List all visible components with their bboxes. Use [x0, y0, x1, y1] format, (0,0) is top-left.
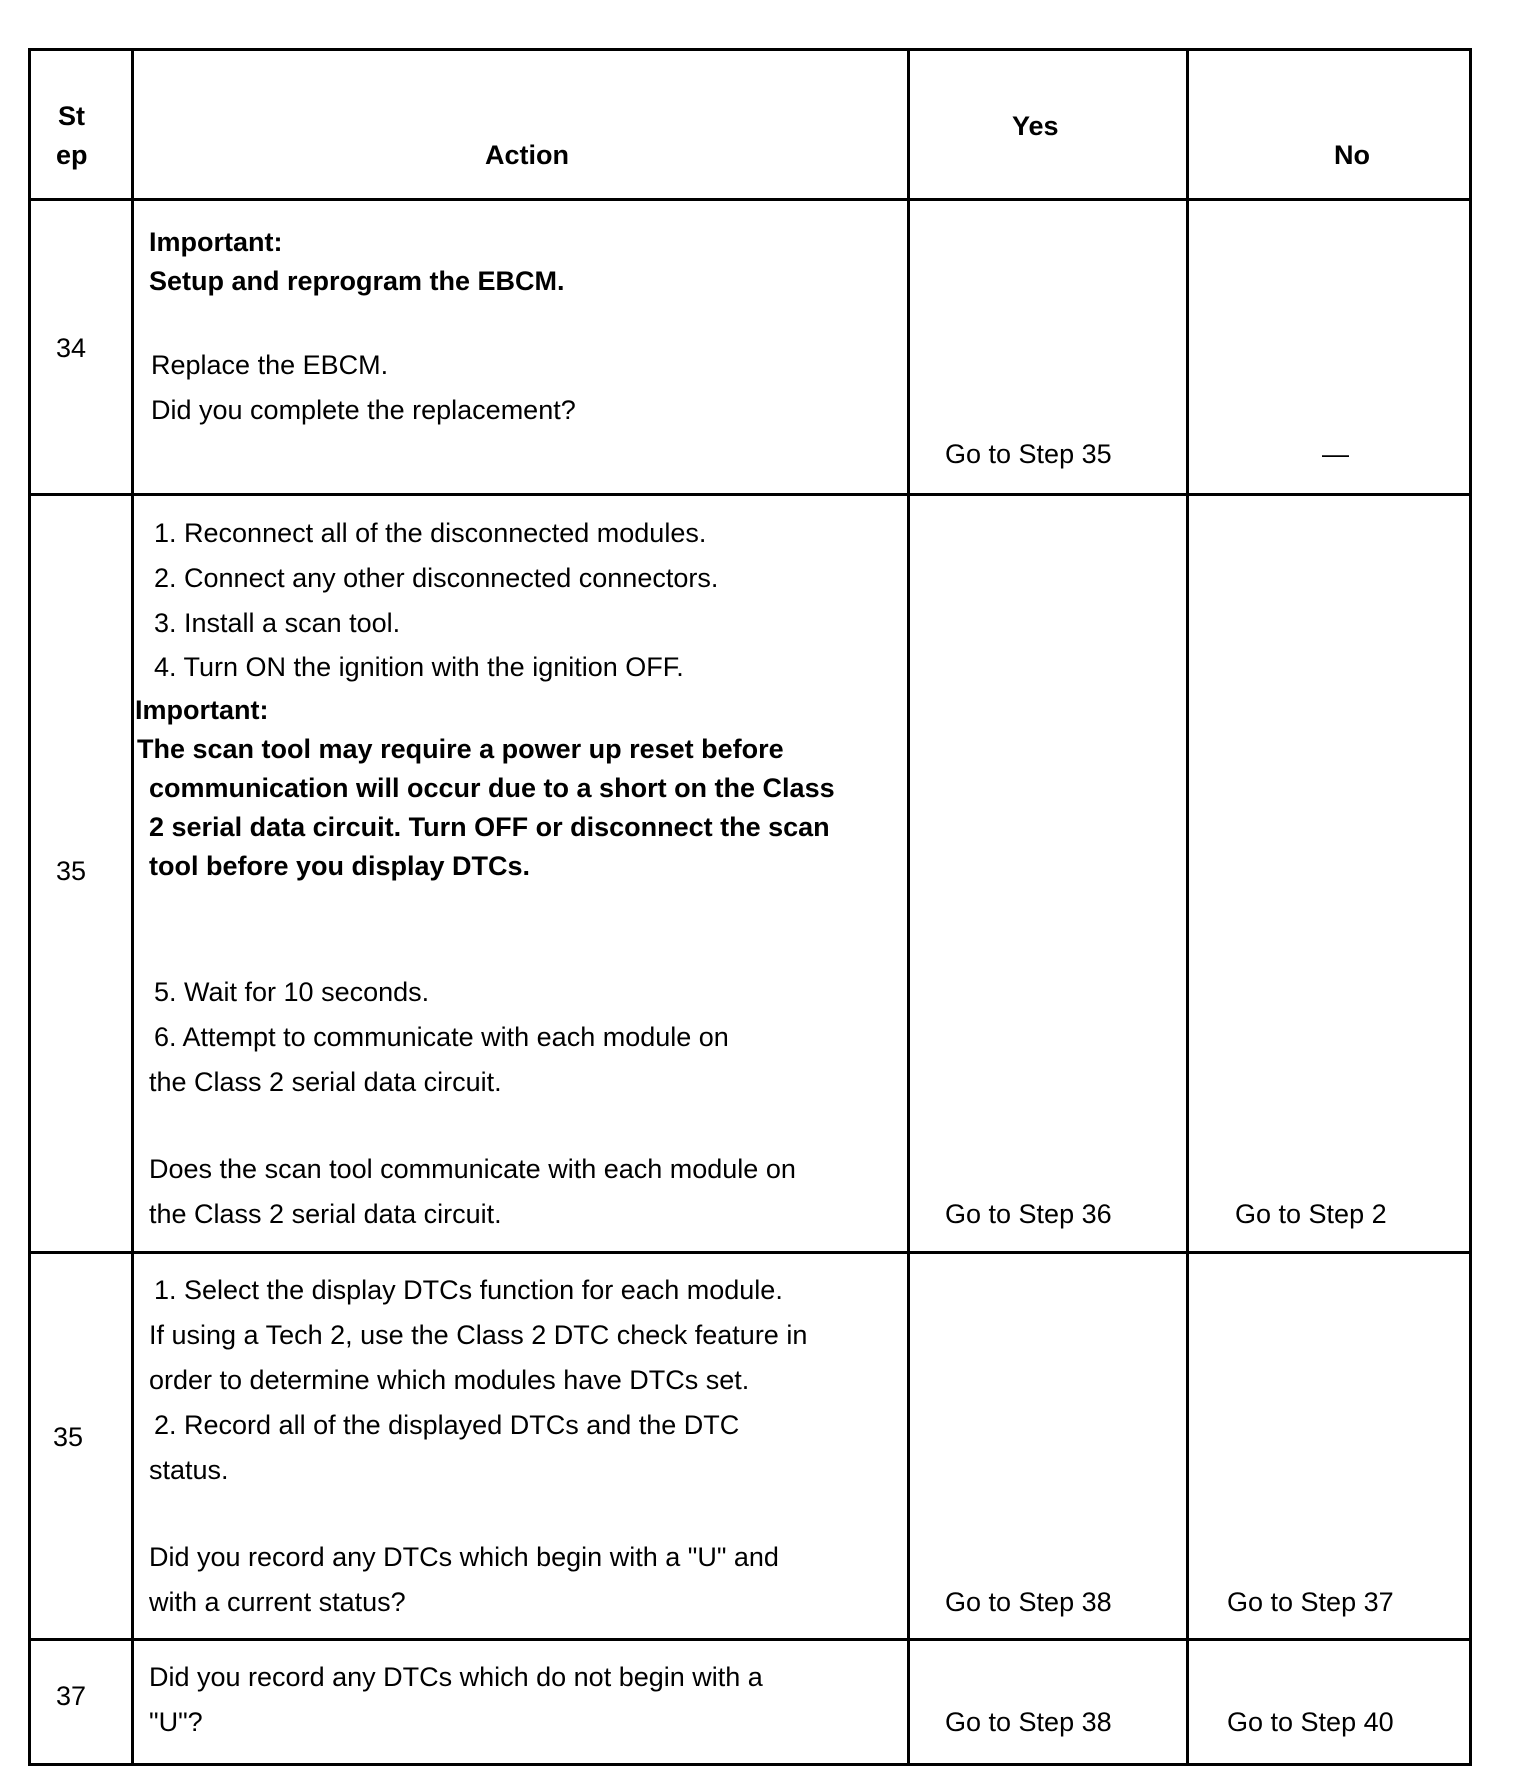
list-item: 1. Select the display DTCs function for each module.	[154, 1275, 783, 1305]
action-cell	[133, 1640, 909, 1765]
step-number: 34	[56, 333, 87, 363]
no-cell	[1188, 1253, 1471, 1640]
action-cell	[133, 200, 909, 495]
header-no	[1188, 50, 1471, 200]
important-text: Setup and reprogram the EBCM.	[149, 266, 565, 296]
yes-cell	[909, 200, 1188, 495]
list-item: 2. Connect any other disconnected connectors.	[154, 563, 719, 593]
no-cell	[1188, 200, 1471, 495]
no-result: Go to Step 37	[1227, 1587, 1394, 1617]
yes-cell	[909, 495, 1188, 1253]
no-result: —	[1322, 439, 1349, 469]
table-header-row	[30, 50, 1471, 200]
important-label: Important:	[149, 227, 283, 257]
list-item: 1. Reconnect all of the disconnected modules.	[154, 518, 707, 548]
yes-result: Go to Step 38	[945, 1587, 1112, 1617]
question-text: Does the scan tool communicate with each module on	[149, 1154, 796, 1184]
important-text: tool before you display DTCs.	[149, 851, 531, 881]
yes-cell	[909, 1640, 1188, 1765]
yes-result: Go to Step 35	[945, 439, 1112, 469]
list-item: 3. Install a scan tool.	[154, 608, 401, 638]
question-text: "U"?	[149, 1707, 203, 1737]
step-cell	[30, 495, 133, 1253]
question-text: Did you record any DTCs which do not begin with a	[149, 1662, 763, 1692]
table-row	[30, 1253, 1471, 1640]
table-row	[30, 495, 1471, 1253]
table-row	[30, 1640, 1471, 1765]
important-label: Important:	[135, 695, 269, 725]
list-item: 2. Record all of the displayed DTCs and the DTC	[154, 1410, 740, 1440]
table-row	[30, 200, 1471, 495]
header-yes-label: Yes	[1012, 111, 1059, 141]
header-action-label: Action	[485, 140, 569, 170]
no-result: Go to Step 2	[1235, 1199, 1387, 1229]
question-text: Did you record any DTCs which begin with a "U" and	[149, 1542, 779, 1572]
yes-result: Go to Step 36	[945, 1199, 1112, 1229]
important-text: communication will occur due to a short on the Class	[149, 773, 835, 803]
step-cell	[30, 1253, 133, 1640]
no-cell	[1188, 495, 1471, 1253]
list-item-continuation: the Class 2 serial data circuit.	[149, 1067, 502, 1097]
question-text: with a current status?	[149, 1587, 406, 1617]
question-text: Did you complete the replacement?	[151, 395, 576, 425]
header-yes	[909, 50, 1188, 200]
action-line: Replace the EBCM.	[151, 350, 389, 380]
action-line: order to determine which modules have DTCs set.	[149, 1365, 750, 1395]
step-number: 37	[56, 1681, 87, 1711]
list-item: 6. Attempt to communicate with each module on	[154, 1022, 729, 1052]
header-step-line1: St	[58, 101, 85, 131]
action-cell	[133, 1253, 909, 1640]
no-cell	[1188, 1640, 1471, 1765]
action-line: status.	[149, 1455, 229, 1485]
action-cell	[133, 495, 909, 1253]
important-text: 2 serial data circuit. Turn OFF or disconnect the scan	[149, 812, 830, 842]
header-step-line2: ep	[56, 140, 88, 170]
no-result: Go to Step 40	[1227, 1707, 1394, 1737]
header-no-label: No	[1334, 140, 1370, 170]
step-cell	[30, 1640, 133, 1765]
important-text: The scan tool may require a power up reset before	[137, 734, 784, 764]
yes-cell	[909, 1253, 1188, 1640]
step-number: 35	[53, 1422, 84, 1452]
step-number: 35	[56, 856, 87, 886]
step-cell	[30, 200, 133, 495]
yes-result: Go to Step 38	[945, 1707, 1112, 1737]
list-item: 4. Turn ON the ignition with the ignition OFF.	[154, 652, 684, 682]
header-action	[133, 50, 909, 200]
action-line: If using a Tech 2, use the Class 2 DTC check feature in	[149, 1320, 808, 1350]
question-text: the Class 2 serial data circuit.	[149, 1199, 502, 1229]
list-item: 5. Wait for 10 seconds.	[154, 977, 430, 1007]
header-step	[30, 50, 133, 200]
diagnostic-table	[28, 48, 1472, 1766]
